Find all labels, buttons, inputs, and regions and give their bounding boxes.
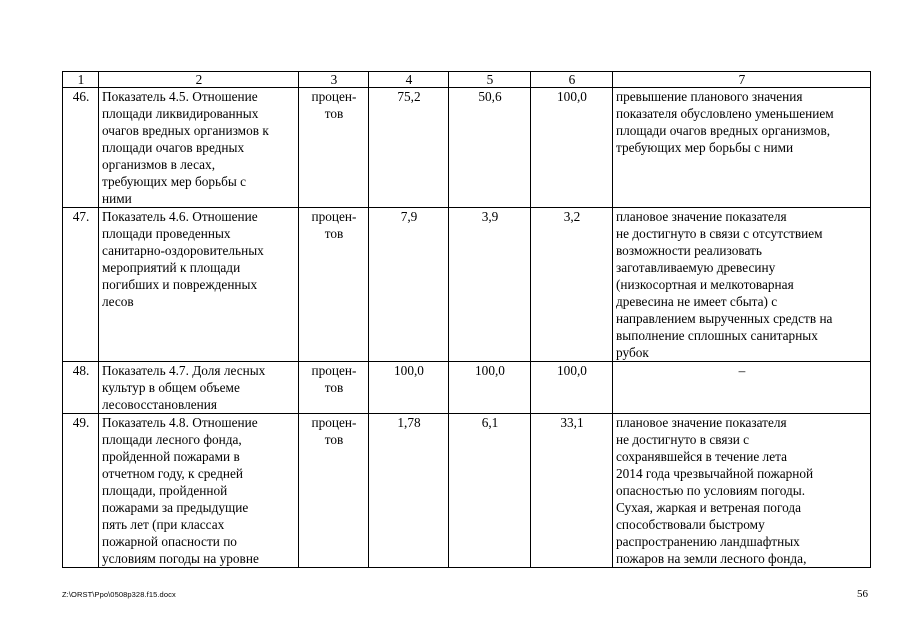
indicator-name-line: условиям погоды на уровне xyxy=(102,551,259,566)
indicator-name-line: Показатель 4.7. Доля лесных xyxy=(102,363,266,378)
indicator-name xyxy=(99,362,299,414)
table-row xyxy=(63,88,871,208)
value-col-4: 75,2 xyxy=(369,88,449,208)
value-col-4: 1,78 xyxy=(369,414,449,568)
explanation-note-line: распространению ландшафтных xyxy=(616,534,800,549)
explanation-note-line: возможности реализовать xyxy=(616,243,762,258)
value-col-5: 100,0 xyxy=(449,362,531,414)
indicator-name-line: пожарной опасности по xyxy=(102,534,237,549)
row-number: 48. xyxy=(63,362,99,414)
explanation-note-line: (низкосортная и мелкотоварная xyxy=(616,277,794,292)
indicator-name-line: пожарами за предыдущие xyxy=(102,500,249,515)
explanation-note-line: выполнение сплошных санитарных xyxy=(616,328,818,343)
value-col-4: 7,9 xyxy=(369,208,449,362)
row-number: 47. xyxy=(63,208,99,362)
indicator-name-line: площади проведенных xyxy=(102,226,231,241)
table-row xyxy=(63,208,871,362)
indicator-name-line: мероприятий к площади xyxy=(102,260,241,275)
explanation-note-line: плановое значение показателя xyxy=(616,209,787,224)
value-col-5: 6,1 xyxy=(449,414,531,568)
column-number-header: 7 xyxy=(613,72,871,88)
indicator-name-line: пять лет (при классах xyxy=(102,517,225,532)
explanation-note-line: 2014 года чрезвычайной пожарной xyxy=(616,466,814,481)
explanation-note-line: показателя обусловлено уменьшением xyxy=(616,106,834,121)
explanation-note-line: направлением вырученных средств на xyxy=(616,311,833,326)
indicator-name-line: Показатель 4.8. Отношение xyxy=(102,415,258,430)
value-col-5: 3,9 xyxy=(449,208,531,362)
table-body xyxy=(63,88,871,568)
unit-of-measure-line: тов xyxy=(324,106,344,121)
explanation-note-line: пожаров на земли лесного фонда, xyxy=(616,551,807,566)
unit-of-measure-line: процен- xyxy=(311,89,357,104)
indicator-name-line: погибших и поврежденных xyxy=(102,277,258,292)
explanation-note xyxy=(613,88,871,208)
indicator-name-line: Показатель 4.6. Отношение xyxy=(102,209,258,224)
file-path: Z:\ORST\Ppo\0508p328.f15.docx xyxy=(62,590,176,599)
row-number: 49. xyxy=(63,414,99,568)
value-col-4: 100,0 xyxy=(369,362,449,414)
unit-of-measure-line: процен- xyxy=(311,415,357,430)
explanation-note-line: способствовали быстрому xyxy=(616,517,765,532)
unit-of-measure xyxy=(299,88,369,208)
table-row xyxy=(63,362,871,414)
column-number-header: 1 xyxy=(63,72,99,88)
explanation-note-line: опасностью по условиям погоды. xyxy=(616,483,806,498)
indicator-name xyxy=(99,208,299,362)
indicator-name-line: культур в общем объеме xyxy=(102,380,240,395)
indicator-name-line: ними xyxy=(102,191,132,206)
column-number-header: 2 xyxy=(99,72,299,88)
indicator-name-line: площади, пройденной xyxy=(102,483,228,498)
unit-of-measure-line: процен- xyxy=(311,363,357,378)
indicator-name-line: лесов xyxy=(102,294,134,309)
column-number-header: 4 xyxy=(369,72,449,88)
explanation-note xyxy=(613,362,871,414)
indicator-name-line: площади лесного фонда, xyxy=(102,432,242,447)
unit-of-measure xyxy=(299,362,369,414)
page-number: 56 xyxy=(857,588,868,600)
indicator-name-line: санитарно-оздоровительных xyxy=(102,243,264,258)
indicator-name-line: пройденной пожарами в xyxy=(102,449,240,464)
indicator-name-line: организмов в лесах, xyxy=(102,157,216,172)
value-col-5: 50,6 xyxy=(449,88,531,208)
indicator-name-line: площади ликвидированных xyxy=(102,106,259,121)
explanation-note xyxy=(613,414,871,568)
explanation-note-line: превышение планового значения xyxy=(616,89,803,104)
value-col-6: 3,2 xyxy=(531,208,613,362)
explanation-note-line: рубок xyxy=(616,345,649,360)
unit-of-measure xyxy=(299,208,369,362)
explanation-note-line: не достигнуто в связи с отсутствием xyxy=(616,226,823,241)
unit-of-measure-line: процен- xyxy=(311,209,357,224)
explanation-note xyxy=(613,208,871,362)
column-number-row xyxy=(63,72,871,88)
explanation-note-line: сохранявшейся в течение лета xyxy=(616,449,787,464)
explanation-note-line: требующих мер борьбы с ними xyxy=(616,140,794,155)
unit-of-measure xyxy=(299,414,369,568)
table-row xyxy=(63,414,871,568)
indicator-name xyxy=(99,88,299,208)
indicators-table xyxy=(62,71,871,568)
explanation-note-line: плановое значение показателя xyxy=(616,415,787,430)
column-number-header: 5 xyxy=(449,72,531,88)
column-number-header: 3 xyxy=(299,72,369,88)
explanation-note-line: – xyxy=(738,363,746,378)
value-col-6: 33,1 xyxy=(531,414,613,568)
indicator-name-line: площади очагов вредных xyxy=(102,140,245,155)
row-number: 46. xyxy=(63,88,99,208)
indicator-name-line: отчетном году, к средней xyxy=(102,466,244,481)
indicator-name-line: Показатель 4.5. Отношение xyxy=(102,89,258,104)
indicator-name xyxy=(99,414,299,568)
unit-of-measure-line: тов xyxy=(324,432,344,447)
value-col-6: 100,0 xyxy=(531,362,613,414)
value-col-6: 100,0 xyxy=(531,88,613,208)
indicator-name-line: очагов вредных организмов к xyxy=(102,123,269,138)
unit-of-measure-line: тов xyxy=(324,226,344,241)
unit-of-measure-line: тов xyxy=(324,380,344,395)
column-number-header: 6 xyxy=(531,72,613,88)
indicator-name-line: лесовосстановления xyxy=(102,397,218,412)
explanation-note-line: заготавливаемую древесину xyxy=(616,260,776,275)
explanation-note-line: Сухая, жаркая и ветреная погода xyxy=(616,500,802,515)
explanation-note-line: площади очагов вредных организмов, xyxy=(616,123,831,138)
explanation-note-line: не достигнуто в связи с xyxy=(616,432,750,447)
explanation-note-line: древесина не имеет сбыта) с xyxy=(616,294,778,309)
indicator-name-line: требующих мер борьбы с xyxy=(102,174,247,189)
